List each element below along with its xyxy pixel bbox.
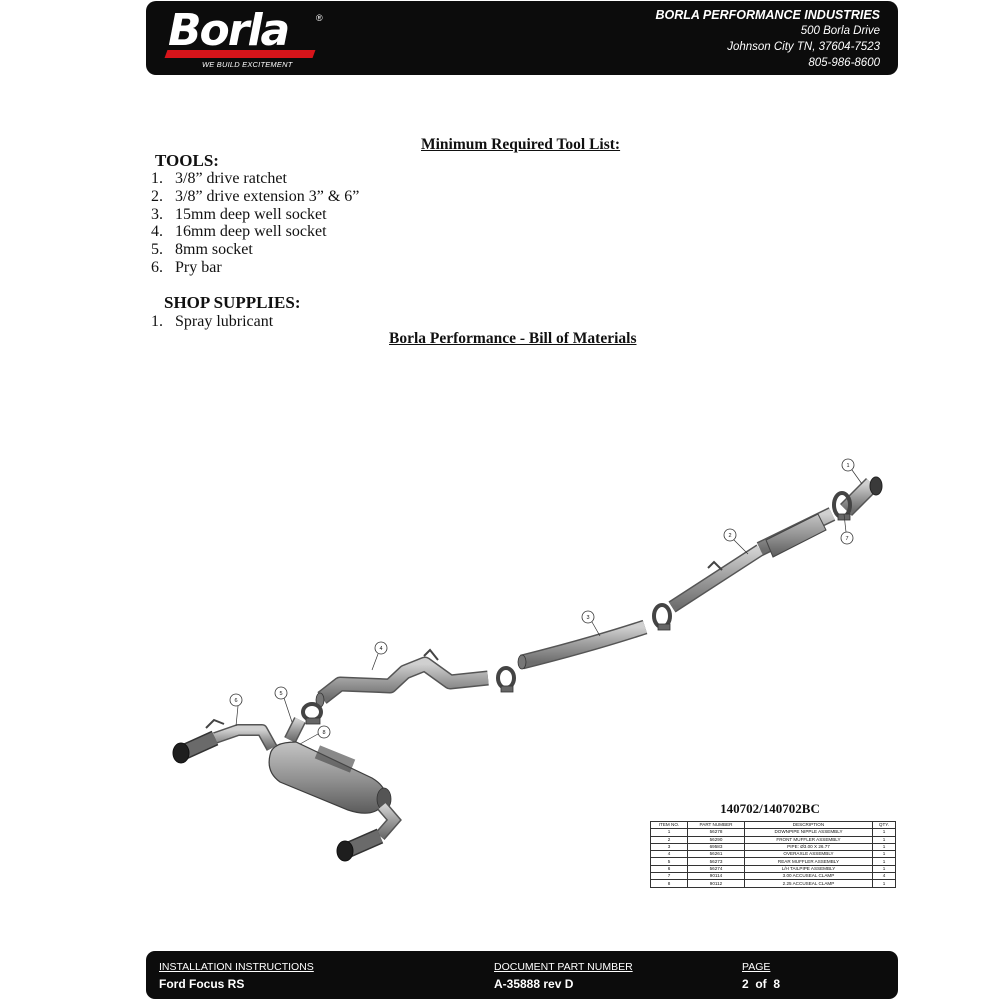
- header-bar: [146, 1, 898, 75]
- callout-4: 4: [379, 646, 383, 652]
- table-row: 3 69583 PIPE: Ø3.00 X 26.77 1: [651, 843, 896, 850]
- phone-number: 805-986-8600: [808, 57, 880, 69]
- callout-6: 6: [234, 698, 238, 704]
- logo-tagline: WE BUILD EXCITEMENT: [202, 60, 293, 69]
- list-item: 4. 16mm deep well socket: [151, 223, 327, 241]
- borla-logo: [166, 7, 336, 71]
- tools-title: TOOLS:: [155, 151, 219, 170]
- list-item: 5. 8mm socket: [151, 241, 253, 259]
- column-header: QTY.: [873, 822, 896, 829]
- callout-3: 3: [586, 615, 590, 621]
- rear-muffler-assembly: [269, 720, 394, 861]
- table-row: 2 56290 FRONT MUFFLER ASSEMBLY 1: [651, 836, 896, 843]
- table-row: 4 56261 OVERAXLE ASSEMBLY 1: [651, 851, 896, 858]
- callout-2: 2: [728, 533, 732, 539]
- bom-heading: Borla Performance - Bill of Materials: [389, 330, 637, 347]
- address-line-2: Johnson City TN, 37604-7523: [727, 41, 880, 53]
- callout-8: 8: [322, 730, 326, 736]
- logo-registered-mark: ®: [316, 13, 323, 23]
- list-item: 6. Pry bar: [151, 258, 222, 276]
- clamp: [654, 605, 670, 630]
- table-row: 1 56278 DOWNPIPE NIPPLE ASSEMBLY 1: [651, 829, 896, 836]
- callout-5: 5: [279, 691, 283, 697]
- clamp: [498, 668, 514, 692]
- table-header-row: [651, 822, 896, 829]
- footer-doc-type: [159, 960, 314, 992]
- lh-tailpipe-assembly: [173, 720, 272, 763]
- footer-bar: [146, 951, 898, 999]
- company-address-block: [655, 7, 880, 71]
- logo-wordmark: Borla: [168, 5, 289, 56]
- footer-part-number: [494, 960, 633, 992]
- list-item: 1. 3/8” drive ratchet: [151, 170, 287, 187]
- list-item: 2. 3/8” drive extension 3” & 6”: [151, 187, 360, 205]
- clamp: [303, 704, 321, 724]
- bom-table: [650, 821, 896, 888]
- doc-type-label: INSTALLATION INSTRUCTIONS: [159, 961, 314, 973]
- table-row: 8 90112 2.25 ACCUSEAL CLAMP 1: [651, 880, 896, 887]
- tool-list-heading: Minimum Required Tool List:: [421, 136, 621, 153]
- part-number-value: A-35888 rev D: [494, 977, 574, 991]
- address-line-1: 500 Borla Drive: [800, 25, 880, 37]
- footer-page: [742, 960, 780, 992]
- company-name: BORLA PERFORMANCE INDUSTRIES: [655, 8, 880, 22]
- column-header: DESCRIPTION: [745, 822, 873, 829]
- list-item: 3. 15mm deep well socket: [151, 205, 327, 223]
- part-number-label: DOCUMENT PART NUMBER: [494, 961, 633, 973]
- page-label: PAGE: [742, 961, 771, 973]
- column-header: ITEM NO.: [651, 822, 688, 829]
- pipe-3: [518, 627, 645, 669]
- page-value: 2 of 8: [742, 977, 781, 991]
- callout-1: 1: [846, 463, 850, 469]
- kit-number: 140702/140702BC: [720, 801, 820, 816]
- doc-type-value: Ford Focus RS: [159, 977, 245, 991]
- tools-list: [151, 170, 359, 277]
- table-row: 7 90114 3.00 ACCUSEAL CLAMP 4: [651, 873, 896, 880]
- table-row: 5 56273 REAR MUFFLER ASSEMBLY 1: [651, 858, 896, 865]
- shop-supplies-title: SHOP SUPPLIES:: [164, 293, 301, 312]
- supplies-list: [151, 313, 273, 331]
- list-item: 1. Spray lubricant: [151, 313, 274, 330]
- callout-7: 7: [845, 536, 849, 542]
- overaxle-assembly: [316, 650, 488, 707]
- table-row: 6 56274 L/H TAILPIPE ASSEMBLY 1: [651, 865, 896, 872]
- front-muffler-assembly: [672, 514, 832, 607]
- column-header: PART NUMBER: [688, 822, 745, 829]
